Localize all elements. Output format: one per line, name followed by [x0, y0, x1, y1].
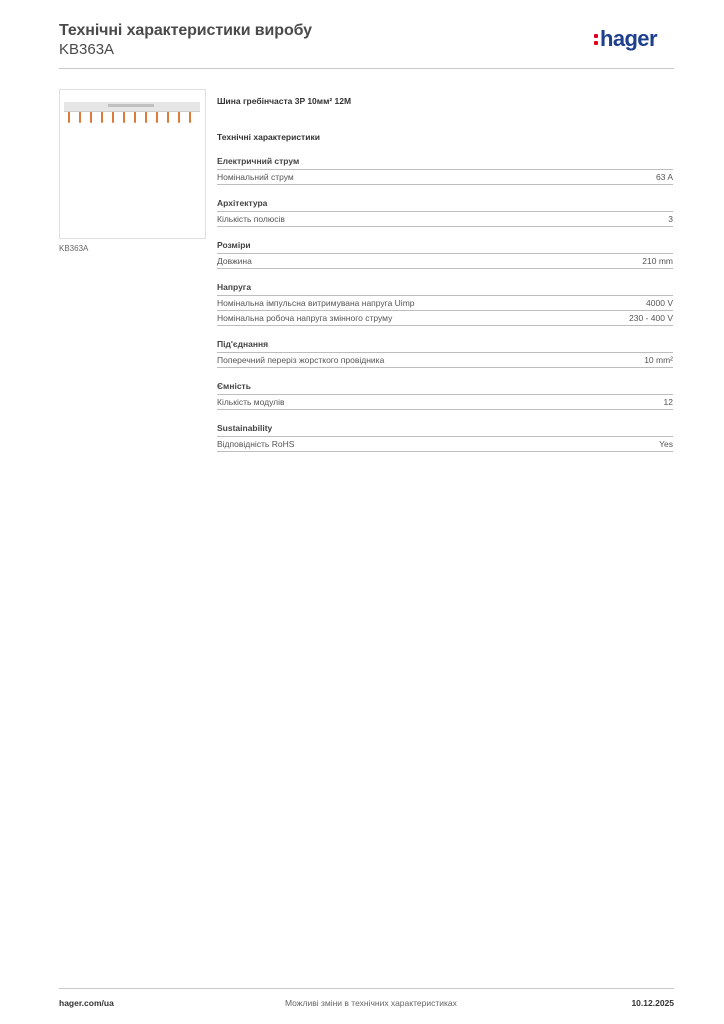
busbar-pin [79, 112, 81, 123]
busbar-pin [145, 112, 147, 123]
spec-label: Номінальний струм [217, 172, 294, 182]
spec-group-title: Розміри [217, 240, 673, 254]
busbar-pin [90, 112, 92, 123]
spec-group [217, 339, 673, 368]
spec-row [217, 353, 673, 368]
spec-row [217, 311, 673, 326]
spec-group [217, 282, 673, 326]
spec-label: Поперечний переріз жорсткого провідника [217, 355, 385, 365]
image-caption: KB363A [59, 244, 89, 253]
busbar-body [64, 102, 200, 112]
spec-label: Кількість модулів [217, 397, 285, 407]
spec-label: Кількість полюсів [217, 214, 285, 224]
spec-group-title: Архітектура [217, 198, 673, 212]
spec-value: 210 mm [642, 256, 673, 266]
busbar-pin [178, 112, 180, 123]
spec-group-title: Ємність [217, 381, 673, 395]
spec-row [217, 212, 673, 227]
spec-content [217, 96, 673, 452]
product-image [59, 89, 206, 239]
spec-group [217, 423, 673, 452]
spec-value: 63 A [655, 172, 673, 182]
spec-group [217, 240, 673, 269]
spec-row [217, 254, 673, 269]
spec-group-title: Напруга [217, 282, 673, 296]
spec-groups [217, 156, 673, 452]
spec-value: 12 [663, 397, 673, 407]
document-title: Технічні характеристики виробу [59, 22, 312, 39]
spec-group [217, 198, 673, 227]
busbar-pin [189, 112, 191, 123]
spec-group-title: Електричний струм [217, 156, 673, 170]
spec-group [217, 156, 673, 185]
header-divider [59, 68, 674, 69]
product-name: Шина гребінчаста 3P 10мм² 12M [217, 96, 352, 106]
spec-row [217, 395, 673, 410]
footer-website[interactable]: hager.com/ua [59, 998, 114, 1008]
spec-group [217, 381, 673, 410]
spec-label: Номінальна робоча напруга змінного струму [217, 313, 393, 323]
busbar-label-strip [108, 104, 154, 107]
busbar-pin [134, 112, 136, 123]
spec-group-title: Під'єднання [217, 339, 673, 353]
busbar-pin [123, 112, 125, 123]
footer-divider [59, 988, 674, 989]
footer-notice: Можливі зміни в технічних характеристиках [285, 998, 457, 1008]
busbar-pin [101, 112, 103, 123]
spec-label: Номінальна імпульсна витримувана напруга Uimp [217, 298, 415, 308]
busbar-pin [68, 112, 70, 123]
spec-value: 230 - 400 V [629, 313, 673, 323]
busbar-pin [112, 112, 114, 123]
footer-date: 10.12.2025 [631, 998, 674, 1008]
spec-value: Yes [659, 439, 673, 449]
busbar-pin [156, 112, 158, 123]
section-title: Технічні характеристики [217, 132, 320, 142]
spec-value: 10 mm² [644, 355, 673, 365]
spec-value: 3 [668, 214, 673, 224]
product-code: KB363A [59, 41, 115, 58]
hager-logo [594, 27, 674, 59]
spec-row [217, 437, 673, 452]
spec-label: Довжина [217, 256, 252, 266]
spec-label: Відповідність RoHS [217, 439, 295, 449]
logo-text: hager [600, 26, 657, 51]
spec-row [217, 296, 673, 311]
spec-row [217, 170, 673, 185]
busbar-pin [167, 112, 169, 123]
spec-value: 4000 V [646, 298, 673, 308]
spec-group-title: Sustainability [217, 423, 673, 437]
